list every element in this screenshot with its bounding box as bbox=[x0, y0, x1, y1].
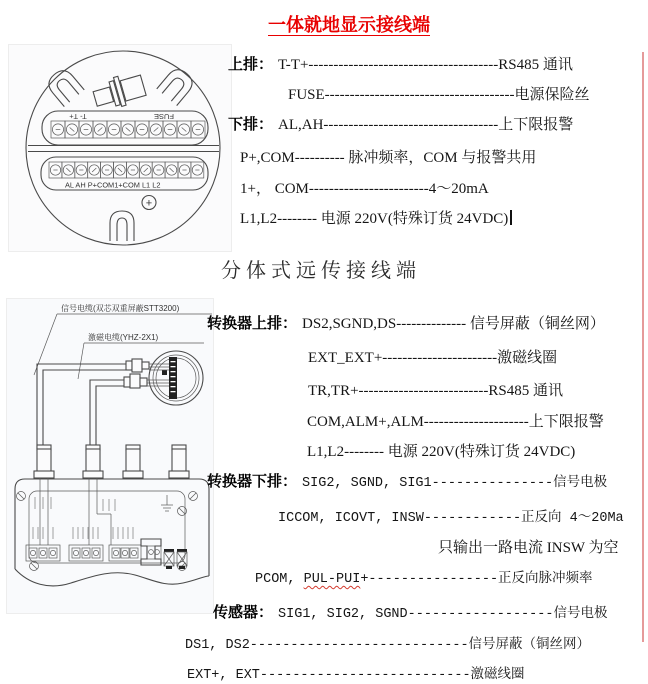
plus-mark: + bbox=[145, 197, 153, 210]
row-text: L1,L2-------- 电源 220V(特殊订货 24VDC) bbox=[307, 444, 576, 460]
wiring-row bbox=[278, 505, 624, 526]
terminal-labels-bottom: AL AH P+COM1+COM L1 L2 bbox=[65, 180, 161, 190]
remote-wiring-diagram bbox=[7, 299, 213, 613]
mounting-hook-icon bbox=[157, 65, 197, 105]
row-label: 下排： bbox=[228, 116, 274, 133]
corner-screws bbox=[17, 492, 198, 571]
terminal-label-tt: T- T+ bbox=[69, 112, 87, 121]
text-cursor bbox=[510, 210, 512, 225]
row-text: EXT_EXT+-----------------------激磁线圈 bbox=[308, 350, 558, 366]
sensor-head bbox=[149, 351, 203, 405]
ground-icon bbox=[161, 495, 187, 516]
row-text: EXT+, EXT--------------------------激磁线圈 bbox=[187, 668, 525, 683]
junction-box bbox=[15, 478, 209, 586]
wiring-row bbox=[308, 379, 563, 400]
row-text: AL,AH-----------------------------------上下限报警 bbox=[278, 117, 574, 133]
wiring-row bbox=[255, 566, 593, 587]
terminal-head-diagram bbox=[9, 45, 231, 251]
excitation-cable-label: 激磁电缆(YHZ-2X1) bbox=[88, 333, 159, 342]
wiring-row bbox=[213, 601, 607, 622]
row-text: TR,TR+--------------------------RS485 通讯 bbox=[308, 383, 564, 399]
wiring-row bbox=[308, 346, 557, 367]
mounting-hook-icon bbox=[110, 211, 134, 241]
wiring-row bbox=[240, 177, 489, 198]
wiring-row bbox=[228, 53, 573, 74]
wiring-row bbox=[288, 83, 590, 104]
wiring-row bbox=[228, 113, 573, 134]
wiring-row bbox=[185, 632, 590, 653]
terminal-label-fuse: FUSE bbox=[153, 112, 175, 121]
center-screw bbox=[142, 196, 156, 210]
internal-wires bbox=[40, 478, 111, 545]
row-text: T-T+--------------------------------------RS485 通讯 bbox=[278, 57, 573, 73]
row-text-post: +----------------正反向脉冲频率 bbox=[360, 572, 593, 587]
torn-edge bbox=[15, 569, 209, 586]
row-text-pre: PCOM, bbox=[255, 572, 304, 587]
cable-gland bbox=[124, 374, 147, 388]
row-text: FUSE--------------------------------------电源保险丝 bbox=[288, 87, 590, 103]
figure-remote-terminals bbox=[6, 298, 214, 614]
row-text: 1+， COM------------------------4～20mA bbox=[240, 181, 489, 197]
row-label: 转换器下排： bbox=[207, 473, 298, 490]
row-text: DS2,SGND,DS-------------- 信号屏蔽（铜丝网） bbox=[302, 316, 605, 332]
row-text: ICCOM, ICOVT, INSW------------正反向 4～20Ma bbox=[278, 511, 624, 526]
wiring-row bbox=[207, 312, 605, 333]
signal-cable-label: 信号电缆(双芯双重屏蔽STT3200) bbox=[61, 304, 180, 313]
terminal-strip-top bbox=[42, 111, 208, 145]
mounting-hook-icon bbox=[44, 66, 84, 106]
junction-box-glands bbox=[34, 445, 189, 478]
cable-plug-icon bbox=[91, 70, 147, 113]
row-label: 传感器： bbox=[213, 604, 274, 621]
wiring-row bbox=[187, 662, 525, 683]
figure-local-display-terminals bbox=[8, 44, 232, 252]
row-text: P+,COM---------- 脉冲频率，COM 与报警共用 bbox=[240, 150, 537, 166]
page-title: 一体就地显示接线端 bbox=[268, 15, 430, 35]
row-label: 转换器上排： bbox=[207, 315, 298, 332]
component-bracket bbox=[141, 539, 161, 565]
cable-gland bbox=[126, 359, 149, 372]
terminal-strip-bottom bbox=[41, 157, 208, 190]
row-text: L1,L2-------- 电源 220V(特殊订货 24VDC) bbox=[240, 211, 509, 227]
wiring-row bbox=[240, 207, 512, 228]
section-heading-remote: 分体式远传接线端 bbox=[221, 260, 421, 282]
row-text: 只输出一路电流 INSW 为空 bbox=[438, 540, 619, 556]
sensor-terminal-strip bbox=[169, 357, 177, 399]
row-text: SIG1, SIG2, SGND------------------信号电极 bbox=[278, 607, 608, 622]
wiring-row bbox=[307, 440, 575, 461]
row-text: SIG2, SGND, SIG1---------------信号电极 bbox=[302, 476, 608, 491]
wiring-row bbox=[240, 146, 536, 167]
wiring-row bbox=[438, 536, 619, 557]
row-label: 上排： bbox=[228, 56, 274, 73]
scan-margin-line bbox=[642, 52, 644, 642]
row-text: COM,ALM+,ALM---------------------上下限报警 bbox=[307, 414, 604, 430]
row-text-misspell: PUL-PUI bbox=[303, 572, 361, 587]
wiring-row bbox=[307, 410, 604, 431]
row-text: DS1, DS2---------------------------信号屏蔽（铜丝网） bbox=[185, 638, 591, 653]
remote-cables bbox=[37, 364, 126, 449]
wiring-row bbox=[207, 470, 607, 491]
